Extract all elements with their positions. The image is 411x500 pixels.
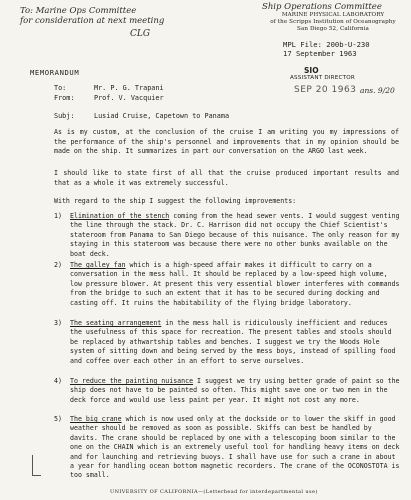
institution-letterhead bbox=[258, 12, 408, 34]
margin-pencil-mark bbox=[32, 455, 41, 476]
item-text: I suggest we try using better grade of paint so the ship does not have to be painted so often. This might save one or two men in the deck force and would use less paint per year. It might not cost any more. bbox=[70, 377, 400, 404]
to-label: To: bbox=[54, 84, 67, 92]
stamp-code: SIO bbox=[304, 66, 319, 75]
item-number: 1) bbox=[54, 212, 62, 220]
stamp-office: ASSISTANT DIRECTOR bbox=[290, 75, 355, 81]
subject-label: Subj: bbox=[54, 112, 75, 120]
subject-value: Lusiad Cruise, Capetown to Panama bbox=[94, 112, 230, 120]
letterhead-footer: UNIVERSITY OF CALIFORNIA—(Letterhead for interdepartmental use) bbox=[110, 489, 318, 495]
handwritten-routing-line2: for consideration at next meeting bbox=[20, 16, 165, 26]
memo-subject-row bbox=[54, 112, 229, 122]
item-text: which is now used only at the dockside or to lower the skiff in good weather should be removed as soon as possible. Skiffs can best be handled by davits. The crane should be replaced by one with a telescoping boom similar to the one on the CHAIN which is an extremely useful tool for handling heavy items on deck and for launching and retrieving buoys. I shall have use for such a crane in about a year for handling ocean bottom magnetic recorders. The crane of the OCONOSTOTA is too small. bbox=[70, 415, 400, 480]
handwritten-committee-note: Ship Operations Committee bbox=[262, 2, 382, 12]
from-label: From: bbox=[54, 94, 75, 102]
item-lead: The big crane bbox=[70, 415, 122, 423]
improvement-item-5 bbox=[54, 415, 400, 481]
memo-to-row bbox=[54, 84, 164, 94]
memo-from-row bbox=[54, 94, 164, 104]
improvement-item-4 bbox=[54, 377, 400, 407]
item-lead: Elimination of the stench bbox=[70, 212, 170, 220]
improvement-item-1 bbox=[54, 212, 400, 258]
institution-address: San Diego 52, California bbox=[297, 26, 369, 33]
item-lead: To reduce the painting nuisance bbox=[70, 377, 194, 385]
from-value: Prof. V. Vacquier bbox=[94, 94, 164, 102]
to-value: Mr. P. G. Trapani bbox=[94, 84, 164, 92]
item-lead: The seating arrangement bbox=[70, 319, 162, 327]
item-number: 5) bbox=[54, 415, 62, 423]
file-reference bbox=[283, 40, 370, 58]
improvement-item-2 bbox=[54, 261, 400, 309]
memo-date: 17 September 1963 bbox=[283, 49, 357, 58]
item-lead: The galley fan bbox=[70, 261, 126, 269]
file-number: MPL File: 200b-U-230 bbox=[283, 40, 370, 49]
item-text: in the mess hall is ridiculously inefficient and reduces the usefulness of this space for recreation. The present tables and stools should be replaced by athwartship tables and benches. I suggest we try the Woods Hole system of sitting down and being served by the mess boys, instead of spilling food and coffee over each other in an effort to serve ourselves. bbox=[70, 319, 396, 365]
improvement-item-3 bbox=[54, 319, 400, 367]
institution-affiliation: of the Scripps Institution of Oceanography bbox=[270, 19, 396, 26]
stamp-handwritten-answer: ans. 9/20 bbox=[360, 86, 395, 95]
paragraph-results: I should like to state first of all that the cruise produced important results and that as a whole it was extremely successful. bbox=[54, 169, 399, 187]
handwritten-routing-line1: To: Marine Ops Committee bbox=[20, 6, 137, 16]
item-number: 2) bbox=[54, 261, 62, 269]
item-number: 3) bbox=[54, 319, 62, 327]
item-number: 4) bbox=[54, 377, 62, 385]
received-stamp bbox=[276, 66, 396, 106]
item-text: coming from the head sewer vents. I would suggest venting the line through the stack. Dr. C. Harrison did not occupy the Chief Scientist's stateroom from Panama to San Diego because of this nuisance. The only reason for my staying in this stateroom was because there were no other bunks available on the boat deck. bbox=[70, 212, 400, 258]
stamp-date: SEP 20 1963 bbox=[294, 85, 357, 95]
paragraph-intro: As is my custom, at the conclusion of the cruise I am writing you my impressions of the performance of the ship's personnel and improvements that in my opinion should be made on the ship. It summarizes in part our conversation on the ARGO last week. bbox=[54, 128, 399, 156]
item-text: which is a high-speed affair makes it difficult to carry on a conversation in the mess hall. It should be replaced by a low-speed high volume, low pressure blower. At present this very essential blower interferes with commands from the bridge to such an extent that it has to be secured during docking and casting off. It ruins the habitability of the flying bridge laboratory. bbox=[70, 261, 400, 307]
paragraph-improvements-lead: With regard to the ship I suggest the following improvements: bbox=[54, 197, 297, 205]
memo-heading: MEMORANDUM bbox=[30, 68, 80, 77]
handwritten-initials: CLG bbox=[130, 29, 151, 39]
institution-name: MARINE PHYSICAL LABORATORY bbox=[281, 12, 385, 18]
